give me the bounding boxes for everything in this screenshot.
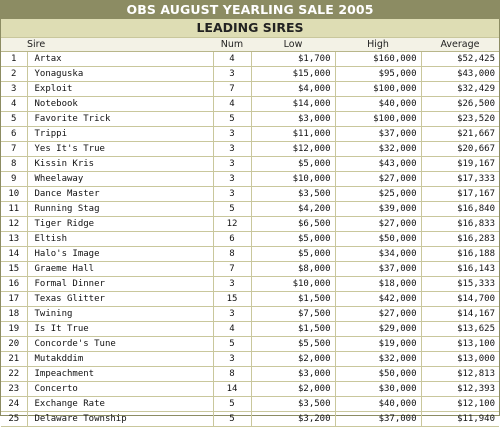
average-cell: $43,000 — [421, 67, 499, 82]
rank-cell: 16 — [1, 277, 27, 292]
sire-cell: Favorite Trick — [27, 112, 213, 127]
rank-cell: 9 — [1, 172, 27, 187]
high-cell: $160,000 — [335, 52, 421, 67]
table-row — [1, 67, 499, 82]
num-cell: 8 — [213, 367, 251, 382]
high-cell: $32,000 — [335, 352, 421, 367]
section-title: LEADING SIRES — [1, 19, 499, 38]
table-row — [1, 52, 499, 67]
low-cell: $4,200 — [251, 202, 335, 217]
high-cell: $29,000 — [335, 322, 421, 337]
high-cell: $19,000 — [335, 337, 421, 352]
average-cell: $14,700 — [421, 292, 499, 307]
rank-cell: 6 — [1, 127, 27, 142]
average-cell: $15,333 — [421, 277, 499, 292]
low-cell: $2,000 — [251, 382, 335, 397]
average-cell: $13,100 — [421, 337, 499, 352]
high-cell: $95,000 — [335, 67, 421, 82]
rank-cell: 10 — [1, 187, 27, 202]
table-body — [1, 52, 499, 427]
average-cell: $16,840 — [421, 202, 499, 217]
num-cell: 3 — [213, 352, 251, 367]
table-row — [1, 232, 499, 247]
high-cell: $40,000 — [335, 397, 421, 412]
sire-cell: Yonaguska — [27, 67, 213, 82]
column-header-low: Low — [251, 38, 335, 52]
average-cell: $14,167 — [421, 307, 499, 322]
high-cell: $34,000 — [335, 247, 421, 262]
table-row — [1, 157, 499, 172]
sire-cell: Graeme Hall — [27, 262, 213, 277]
sire-cell: Concorde's Tune — [27, 337, 213, 352]
low-cell: $10,000 — [251, 277, 335, 292]
num-cell: 5 — [213, 337, 251, 352]
table-row — [1, 112, 499, 127]
num-cell: 3 — [213, 157, 251, 172]
sire-cell: Trippi — [27, 127, 213, 142]
rank-cell: 12 — [1, 217, 27, 232]
table-row — [1, 202, 499, 217]
table-row — [1, 337, 499, 352]
low-cell: $12,000 — [251, 142, 335, 157]
num-cell: 3 — [213, 127, 251, 142]
average-cell: $16,283 — [421, 232, 499, 247]
rank-cell: 8 — [1, 157, 27, 172]
low-cell: $11,000 — [251, 127, 335, 142]
high-cell: $32,000 — [335, 142, 421, 157]
sire-cell: Artax — [27, 52, 213, 67]
low-cell: $3,200 — [251, 412, 335, 427]
average-cell: $23,520 — [421, 112, 499, 127]
table-row — [1, 277, 499, 292]
column-header-high: High — [335, 38, 421, 52]
rank-cell: 24 — [1, 397, 27, 412]
rank-cell: 4 — [1, 97, 27, 112]
sire-cell: Tiger Ridge — [27, 217, 213, 232]
sire-cell: Formal Dinner — [27, 277, 213, 292]
sire-cell: Running Stag — [27, 202, 213, 217]
sire-cell: Dance Master — [27, 187, 213, 202]
column-header-rank — [1, 38, 27, 52]
table-row — [1, 262, 499, 277]
rank-cell: 17 — [1, 292, 27, 307]
table-row — [1, 352, 499, 367]
rank-cell: 1 — [1, 52, 27, 67]
table-row — [1, 247, 499, 262]
num-cell: 15 — [213, 292, 251, 307]
low-cell: $5,000 — [251, 232, 335, 247]
rank-cell: 7 — [1, 142, 27, 157]
average-cell: $21,667 — [421, 127, 499, 142]
average-cell: $11,940 — [421, 412, 499, 427]
low-cell: $15,000 — [251, 67, 335, 82]
num-cell: 4 — [213, 52, 251, 67]
low-cell: $6,500 — [251, 217, 335, 232]
num-cell: 4 — [213, 97, 251, 112]
num-cell: 5 — [213, 397, 251, 412]
num-cell: 5 — [213, 202, 251, 217]
table-row — [1, 322, 499, 337]
sire-cell: Impeachment — [27, 367, 213, 382]
num-cell: 3 — [213, 67, 251, 82]
average-cell: $12,813 — [421, 367, 499, 382]
high-cell: $100,000 — [335, 112, 421, 127]
low-cell: $2,000 — [251, 352, 335, 367]
low-cell: $1,500 — [251, 292, 335, 307]
average-cell: $16,143 — [421, 262, 499, 277]
average-cell: $12,393 — [421, 382, 499, 397]
num-cell: 12 — [213, 217, 251, 232]
average-cell: $26,500 — [421, 97, 499, 112]
rank-cell: 5 — [1, 112, 27, 127]
column-header-num: Num — [213, 38, 251, 52]
average-cell: $19,167 — [421, 157, 499, 172]
low-cell: $3,000 — [251, 112, 335, 127]
average-cell: $32,429 — [421, 82, 499, 97]
high-cell: $39,000 — [335, 202, 421, 217]
high-cell: $37,000 — [335, 412, 421, 427]
average-cell: $16,188 — [421, 247, 499, 262]
num-cell: 3 — [213, 307, 251, 322]
table-row — [1, 367, 499, 382]
rank-cell: 19 — [1, 322, 27, 337]
average-cell: $16,833 — [421, 217, 499, 232]
table-header-row — [1, 38, 499, 52]
rank-cell: 21 — [1, 352, 27, 367]
table-row — [1, 307, 499, 322]
sire-cell: Is It True — [27, 322, 213, 337]
high-cell: $27,000 — [335, 217, 421, 232]
table-row — [1, 142, 499, 157]
table-row — [1, 82, 499, 97]
high-cell: $43,000 — [335, 157, 421, 172]
num-cell: 5 — [213, 112, 251, 127]
high-cell: $18,000 — [335, 277, 421, 292]
low-cell: $3,000 — [251, 367, 335, 382]
table-row — [1, 172, 499, 187]
table-row — [1, 127, 499, 142]
rank-cell: 14 — [1, 247, 27, 262]
rank-cell: 15 — [1, 262, 27, 277]
rank-cell: 13 — [1, 232, 27, 247]
average-cell: $13,000 — [421, 352, 499, 367]
high-cell: $42,000 — [335, 292, 421, 307]
table-row — [1, 382, 499, 397]
sire-cell: Kissin Kris — [27, 157, 213, 172]
sire-cell: Concerto — [27, 382, 213, 397]
low-cell: $5,000 — [251, 247, 335, 262]
num-cell: 3 — [213, 142, 251, 157]
table-row — [1, 187, 499, 202]
high-cell: $27,000 — [335, 172, 421, 187]
average-cell: $12,100 — [421, 397, 499, 412]
rank-cell: 22 — [1, 367, 27, 382]
table-row — [1, 397, 499, 412]
report-title: OBS AUGUST YEARLING SALE 2005 — [1, 1, 499, 19]
table-row — [1, 217, 499, 232]
sire-cell: Twining — [27, 307, 213, 322]
num-cell: 7 — [213, 82, 251, 97]
low-cell: $5,000 — [251, 157, 335, 172]
sire-cell: Texas Glitter — [27, 292, 213, 307]
num-cell: 14 — [213, 382, 251, 397]
average-cell: $17,167 — [421, 187, 499, 202]
high-cell: $50,000 — [335, 367, 421, 382]
column-header-sire: Sire — [27, 38, 213, 52]
table-row — [1, 292, 499, 307]
rank-cell: 18 — [1, 307, 27, 322]
table-row — [1, 412, 499, 427]
low-cell: $3,500 — [251, 397, 335, 412]
rank-cell: 25 — [1, 412, 27, 427]
num-cell: 6 — [213, 232, 251, 247]
sire-cell: Wheelaway — [27, 172, 213, 187]
low-cell: $1,500 — [251, 322, 335, 337]
num-cell: 4 — [213, 322, 251, 337]
low-cell: $1,700 — [251, 52, 335, 67]
num-cell: 8 — [213, 247, 251, 262]
low-cell: $14,000 — [251, 97, 335, 112]
sire-cell: Notebook — [27, 97, 213, 112]
low-cell: $5,500 — [251, 337, 335, 352]
high-cell: $37,000 — [335, 127, 421, 142]
column-header-average: Average — [421, 38, 499, 52]
average-cell: $13,625 — [421, 322, 499, 337]
low-cell: $10,000 — [251, 172, 335, 187]
rank-cell: 23 — [1, 382, 27, 397]
low-cell: $7,500 — [251, 307, 335, 322]
rank-cell: 3 — [1, 82, 27, 97]
high-cell: $37,000 — [335, 262, 421, 277]
sire-cell: Halo's Image — [27, 247, 213, 262]
rank-cell: 2 — [1, 67, 27, 82]
low-cell: $8,000 — [251, 262, 335, 277]
high-cell: $27,000 — [335, 307, 421, 322]
sire-cell: Delaware Township — [27, 412, 213, 427]
leading-sires-table — [1, 38, 499, 427]
low-cell: $3,500 — [251, 187, 335, 202]
high-cell: $40,000 — [335, 97, 421, 112]
rank-cell: 20 — [1, 337, 27, 352]
sire-cell: Exchange Rate — [27, 397, 213, 412]
high-cell: $100,000 — [335, 82, 421, 97]
sire-cell: Exploit — [27, 82, 213, 97]
num-cell: 5 — [213, 412, 251, 427]
table-row — [1, 97, 499, 112]
high-cell: $30,000 — [335, 382, 421, 397]
sire-cell: Yes It's True — [27, 142, 213, 157]
high-cell: $25,000 — [335, 187, 421, 202]
sire-cell: Mutakddim — [27, 352, 213, 367]
sire-cell: Eltish — [27, 232, 213, 247]
rank-cell: 11 — [1, 202, 27, 217]
low-cell: $4,000 — [251, 82, 335, 97]
average-cell: $20,667 — [421, 142, 499, 157]
num-cell: 3 — [213, 172, 251, 187]
high-cell: $50,000 — [335, 232, 421, 247]
average-cell: $17,333 — [421, 172, 499, 187]
num-cell: 7 — [213, 262, 251, 277]
average-cell: $52,425 — [421, 52, 499, 67]
num-cell: 3 — [213, 277, 251, 292]
num-cell: 3 — [213, 187, 251, 202]
